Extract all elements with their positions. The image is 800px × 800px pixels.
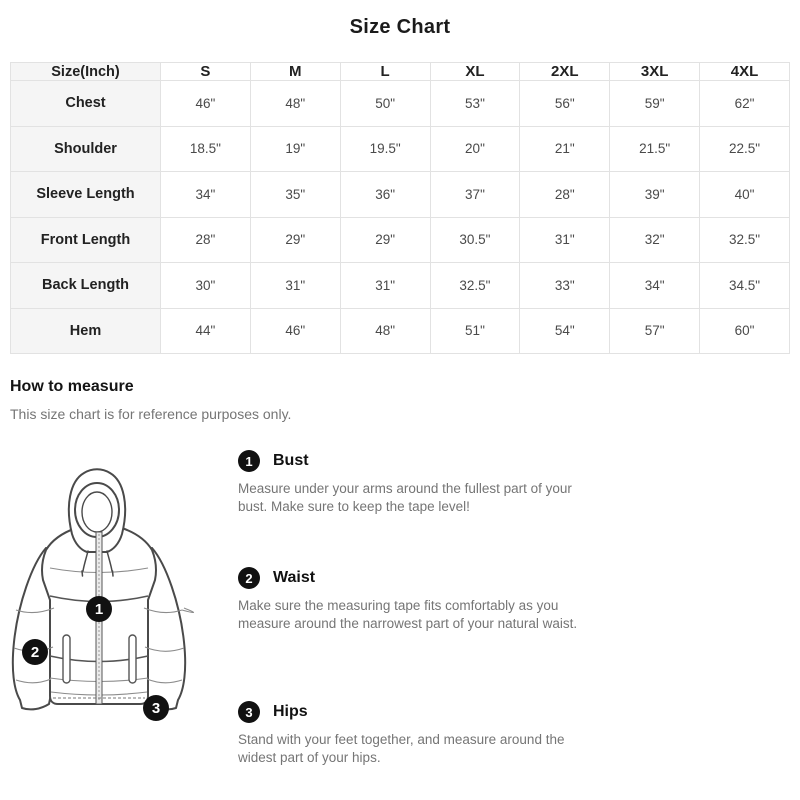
- size-value-cell: 29": [250, 217, 340, 263]
- row-label: Back Length: [11, 263, 161, 309]
- jacket-illustration: [8, 448, 230, 740]
- size-value-cell: 19.5": [340, 126, 430, 172]
- marker-2: [22, 639, 48, 665]
- column-header: 2XL: [520, 63, 610, 81]
- size-chart-table: [10, 62, 790, 354]
- row-label: Sleeve Length: [11, 172, 161, 218]
- size-value-cell: 59": [610, 81, 700, 127]
- size-value-cell: 46": [161, 81, 251, 127]
- size-value-cell: 36": [340, 172, 430, 218]
- size-value-cell: 48": [340, 308, 430, 354]
- step-number-badge: 1: [238, 450, 260, 472]
- size-value-cell: 34.5": [700, 263, 790, 309]
- measure-step-waist: [238, 567, 603, 632]
- marker-3: [143, 695, 169, 721]
- size-value-cell: 44": [161, 308, 251, 354]
- size-value-cell: 33": [520, 263, 610, 309]
- size-value-cell: 39": [610, 172, 700, 218]
- how-to-measure-heading: How to measure: [10, 378, 134, 395]
- row-label: Shoulder: [11, 126, 161, 172]
- size-value-cell: 35": [250, 172, 340, 218]
- size-value-cell: 28": [161, 217, 251, 263]
- step-number-badge: 3: [238, 701, 260, 723]
- row-label: Chest: [11, 81, 161, 127]
- size-value-cell: 62": [700, 81, 790, 127]
- size-value-cell: 22.5": [700, 126, 790, 172]
- size-value-cell: 60": [700, 308, 790, 354]
- size-value-cell: 32.5": [700, 217, 790, 263]
- svg-text:2: 2: [30, 644, 40, 661]
- size-value-cell: 30.5": [430, 217, 520, 263]
- column-header: M: [250, 63, 340, 81]
- column-header: L: [340, 63, 430, 81]
- column-header: XL: [430, 63, 520, 81]
- size-value-cell: 19": [250, 126, 340, 172]
- size-value-cell: 54": [520, 308, 610, 354]
- step-description: Stand with your feet together, and measure around the widest part of your hips.: [238, 732, 565, 765]
- size-value-cell: 50": [340, 81, 430, 127]
- step-label: Hips: [273, 703, 308, 720]
- measure-steps: [238, 450, 603, 790]
- size-value-cell: 20": [430, 126, 520, 172]
- size-value-cell: 21.5": [610, 126, 700, 172]
- size-value-cell: 51": [430, 308, 520, 354]
- table-row: [11, 217, 790, 263]
- left-pocket: [63, 635, 70, 683]
- size-value-cell: 32.5": [430, 263, 520, 309]
- size-value-cell: 31": [340, 263, 430, 309]
- column-header: 4XL: [700, 63, 790, 81]
- size-value-cell: 56": [520, 81, 610, 127]
- size-value-cell: 30": [161, 263, 251, 309]
- step-number-badge: 2: [238, 567, 260, 589]
- size-value-cell: 57": [610, 308, 700, 354]
- size-value-cell: 31": [250, 263, 340, 309]
- page-title: Size Chart: [349, 16, 451, 38]
- measure-step-bust: [238, 450, 603, 515]
- size-value-cell: 53": [430, 81, 520, 127]
- table-header-row: [11, 63, 790, 81]
- table-row: [11, 308, 790, 354]
- marker-1: [86, 596, 112, 622]
- column-header: 3XL: [610, 63, 700, 81]
- row-label: Front Length: [11, 217, 161, 263]
- svg-text:3: 3: [151, 700, 161, 717]
- step-description: Measure under your arms around the fullest part of your bust. Make sure to keep the tape level!: [238, 481, 572, 514]
- step-label: Waist: [273, 569, 316, 586]
- measure-step-hips: [238, 701, 603, 766]
- size-value-cell: 34": [161, 172, 251, 218]
- table-row: [11, 81, 790, 127]
- size-value-cell: 32": [610, 217, 700, 263]
- reference-note: This size chart is for reference purposes only.: [10, 406, 292, 422]
- column-header: S: [161, 63, 251, 81]
- size-value-cell: 46": [250, 308, 340, 354]
- row-label: Hem: [11, 308, 161, 354]
- table-row: [11, 263, 790, 309]
- size-value-cell: 48": [250, 81, 340, 127]
- puffer-jacket-diagram: [8, 448, 230, 740]
- step-description: Make sure the measuring tape fits comfortably as you measure around the narrowest part of your natural waist.: [238, 598, 578, 631]
- size-value-cell: 37": [430, 172, 520, 218]
- size-value-cell: 40": [700, 172, 790, 218]
- size-value-cell: 18.5": [161, 126, 251, 172]
- size-value-cell: 31": [520, 217, 610, 263]
- size-value-cell: 34": [610, 263, 700, 309]
- size-value-cell: 29": [340, 217, 430, 263]
- right-pocket: [129, 635, 136, 683]
- column-header: Size(Inch): [11, 63, 161, 81]
- table-row: [11, 126, 790, 172]
- size-value-cell: 21": [520, 126, 610, 172]
- svg-text:1: 1: [94, 601, 104, 618]
- size-value-cell: 28": [520, 172, 610, 218]
- table-row: [11, 172, 790, 218]
- step-label: Bust: [273, 452, 309, 469]
